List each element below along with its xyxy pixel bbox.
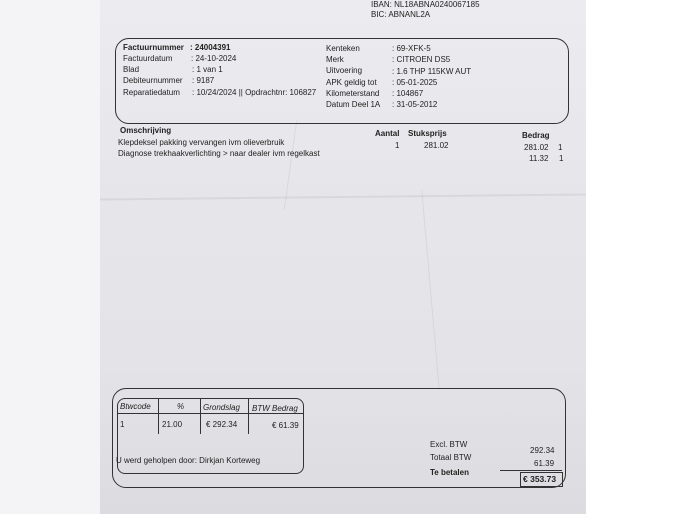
background-right <box>585 0 685 514</box>
amount-due-label: Te betalen <box>430 468 469 477</box>
fold-crease <box>421 190 439 389</box>
total-vat-value: 61.39 <box>534 459 555 468</box>
header-right-label: Datum Deel 1A <box>326 100 381 109</box>
totals-divider <box>500 470 562 471</box>
header-right-label: APK geldig tot <box>326 78 377 87</box>
header-right-label: Kenteken <box>326 44 360 53</box>
line-item-quantity: 1 <box>395 141 400 150</box>
header-left-label: Factuurnummer <box>123 43 184 52</box>
header-left-label: Blad <box>123 65 140 74</box>
invoice-date: : 24-10-2024 <box>191 54 237 63</box>
vat-header-code: Btwcode <box>120 402 151 411</box>
excl-vat-value: 292.34 <box>530 446 555 455</box>
registration-date: : 31-05-2012 <box>392 100 438 109</box>
line-item-code: 1 <box>558 143 563 152</box>
vat-table-divider <box>248 398 249 434</box>
fold-crease <box>100 193 586 200</box>
vat-header-base: Grondslag <box>203 403 240 412</box>
vat-row-code: 1 <box>120 420 125 429</box>
line-item-description: Klepdeksel pakking vervangen ivm olieverbruik <box>118 138 285 147</box>
header-left-label: Debiteurnummer <box>123 76 183 85</box>
col-header-unit-price: Stuksprijs <box>408 129 447 138</box>
vat-row-base: € 292.34 <box>206 420 238 429</box>
invoice-number: : 24004391 <box>190 43 231 52</box>
mileage: : 104867 <box>392 89 424 98</box>
vat-row-amount: € 61.39 <box>272 421 299 430</box>
header-right-label: Merk <box>326 55 344 64</box>
helped-by: U werd geholpen door: Dirkjan Korteweg <box>116 456 261 465</box>
debtor-number: : 9187 <box>192 76 215 85</box>
line-item-amount: 11.32 <box>529 154 549 163</box>
vat-header-percent: % <box>177 402 185 411</box>
license-plate: : 69-XFK-5 <box>392 44 431 53</box>
line-item-description: Diagnose trekhaakverlichting > naar dealer ivm regelkast <box>118 149 320 158</box>
col-header-amount: Bedrag <box>522 131 550 140</box>
invoice-paper <box>100 0 586 514</box>
line-item-code: 1 <box>559 154 564 163</box>
header-right-label: Uitvoering <box>326 66 363 75</box>
brand: : CITROEN DS5 <box>392 55 451 64</box>
line-item-unit-price: 281.02 <box>424 141 449 150</box>
model-version: : 1.6 THP 115KW AUT <box>392 67 472 76</box>
repair-date: : 10/24/2024 || Opdrachtnr: 106827 <box>192 88 317 97</box>
col-header-quantity: Aantal <box>375 129 400 138</box>
header-right-label: Kilometerstand <box>326 89 380 98</box>
vat-table-divider <box>158 398 159 434</box>
header-left-label: Factuurdatum <box>123 54 173 63</box>
col-header-description: Omschrijving <box>120 126 172 135</box>
line-item-amount: 281.02 <box>524 143 549 152</box>
amount-due-value: € 353.73 <box>523 474 557 484</box>
page-count: : 1 van 1 <box>192 65 223 74</box>
vat-row-percent: 21.00 <box>162 420 183 429</box>
header-left-label: Reparatiedatum <box>123 88 180 97</box>
background-left <box>0 0 100 514</box>
vat-header-amount: BTW Bedrag <box>252 404 298 413</box>
iban: IBAN: NL18ABNA0240067185 <box>371 0 480 9</box>
apk-valid-until: : 05-01-2025 <box>392 78 438 87</box>
vat-table-divider <box>200 398 201 434</box>
total-vat-label: Totaal BTW <box>430 453 472 462</box>
bic: BIC: ABNANL2A <box>371 10 431 19</box>
excl-vat-label: Excl. BTW <box>430 440 468 449</box>
